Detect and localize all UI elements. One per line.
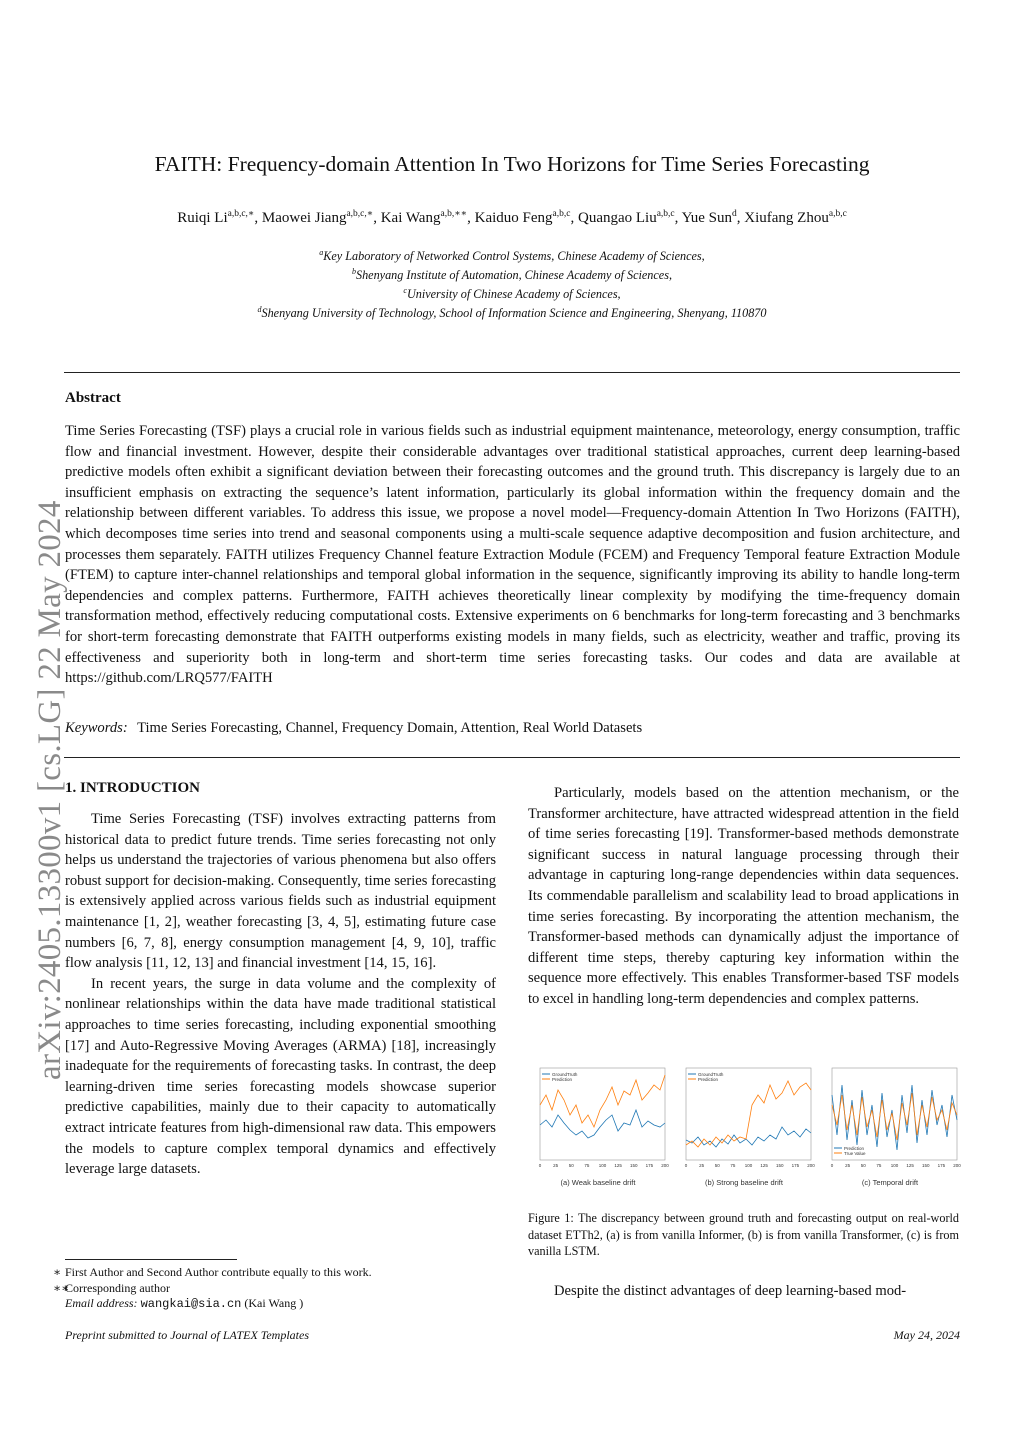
- footnote: ∗∗Corresponding author: [53, 1280, 170, 1295]
- affiliation: $^b$Shenyang Institute of Automation, Chinese Academy of Sciences,: [351, 267, 673, 283]
- panel-caption: (a) Weak baseline drift: [560, 1178, 636, 1187]
- author: Kaiduo Feng$^{a,b,c}$: [474, 209, 571, 226]
- x-tick-label: 50: [714, 1163, 720, 1168]
- svg-text:Prediction: Prediction: [844, 1146, 865, 1151]
- paragraph: Time Series Forecasting (TSF) involves extracting patterns from historical data to predict future trends. Time series forecasting not only helps us understand the trajectories of various phenomena but also offers robust support for decision-making. Consequently, time series forecasting is extensively applied across various fields such as industrial equipment maintenance [1, 2], weather forecasting [3, 4, 5], estimating future case numbers [6, 7, 8], energy consumption management [4, 9, 10], traffic flow analysis [11, 12, 13] and financial investment [14, 15, 16].: [65, 811, 496, 972]
- x-tick-label: 200: [953, 1163, 961, 1168]
- x-ticks: [539, 1163, 670, 1168]
- paragraph: Particularly, models based on the attention mechanism, or the Transformer architecture, have attracted widespread attention in the field of time series forecasting [19]. Transformer-based methods demonstrate significant success in natural language processing through their advantage in capturing long-range dependencies within data sequences. Its commendable parallelism and scalability lead to broad applications in time series forecasting. By incorporating the attention mechanism, the Transformer-based methods can dynamically adjust the importance of different time steps, thereby capturing key information within the sequence more effectively. This enables Transformer-based TSF models to excel in handling long-term dependencies and complex patterns.: [528, 785, 959, 1007]
- author: Quangao Liu$^{a,b,c}$: [577, 209, 675, 226]
- figure-panel-a: [528, 1065, 668, 1200]
- panel-plot: [820, 1065, 960, 1175]
- email-link[interactable]: wangkai@sia.cn: [140, 1297, 242, 1311]
- author: Maowei Jiang$^{a,b,c,∗}$: [261, 209, 374, 226]
- paper-title: FAITH: Frequency-domain Attention In Two Horizons for Time Series Forecasting: [154, 152, 870, 176]
- author-list: Ruiqi $Li^{a,b,c,∗}$, Maowei Jiang$^{a,b,c,∗}$, Kai Wang$^{a,b,∗∗}$, Kaiduo Feng$^{a,b,c}$, Quangao Liu$^{a,b,c}$, Yue Sun$^d$, Xiufang Zhou$^{a,b,c}$: [177, 209, 847, 226]
- keywords-text: Time Series Forecasting, Channel, Frequency Domain, Attention, Real World Datasets: [137, 720, 643, 736]
- footer-journal: Preprint submitted to Journal of LATEX Templates: [65, 1328, 310, 1342]
- right-column: [528, 783, 959, 1010]
- footnote: ∗ First Author and Second Author contribute equally to this work.: [53, 1265, 372, 1279]
- paragraph: In recent years, the surge in data volume and the complexity of nonlinear relationships within the data have made traditional statistical approaches to time series forecasting, including exponential smoothing [17] and Auto-Regressive Moving Averages (ARMA) [18], increasingly inadequate for the requirements of forecasting tasks. In contrast, the deep learning-driven time series forecasting models showcase superior predictive capabilities, mainly due to their capacity to automatically extract intricate features from high-dimensional raw data. This empowers the models to capture complex temporal dynamics and effectively leverage large datasets.: [65, 975, 496, 1178]
- x-ticks: [685, 1163, 816, 1168]
- x-tick-label: 0: [538, 1163, 542, 1168]
- svg-text:Prediction: Prediction: [698, 1077, 719, 1082]
- figure-panel-c: [820, 1065, 960, 1200]
- author: Kai Wang$^{a,b,∗∗}$: [380, 209, 468, 226]
- panel-caption: (c) Temporal drift: [861, 1178, 919, 1187]
- x-tick-label: 200: [661, 1163, 669, 1168]
- author: Ruiqi $Li^{a,b,c,∗}$: [177, 209, 255, 226]
- svg-text:GroundTruth: GroundTruth: [698, 1072, 724, 1077]
- x-tick-label: 125: [906, 1163, 914, 1168]
- x-tick-label: 75: [584, 1163, 590, 1168]
- x-tick-label: 25: [699, 1163, 705, 1168]
- panel-plot: [528, 1065, 668, 1175]
- x-tick-label: 100: [598, 1163, 607, 1168]
- affiliation: $^d$Shenyang University of Technology, School of Information Science and Engineering, Shenyang, 110870: [257, 305, 767, 321]
- x-tick-label: 175: [645, 1163, 654, 1168]
- x-ticks: [831, 1163, 962, 1168]
- section-heading: 1. INTRODUCTION: [65, 780, 201, 796]
- x-tick-label: 25: [553, 1163, 559, 1168]
- keywords-label: Keywords:: [65, 720, 128, 736]
- x-tick-label: 75: [730, 1163, 736, 1168]
- footnote-rule: [65, 1259, 237, 1260]
- x-tick-label: 75: [876, 1163, 882, 1168]
- figure-1: [528, 1065, 960, 1200]
- figure-panel-b: [674, 1065, 814, 1200]
- affiliation: $^c$University of Chinese Academy of Sciences,: [403, 286, 621, 302]
- paragraph: Despite the distinct advantages of deep learning-based mod-: [554, 1283, 907, 1299]
- author: Xiufang Zhou$^{a,b,c}$: [744, 209, 847, 226]
- author: Yue Sun$^d$: [681, 209, 737, 226]
- x-tick-label: 150: [775, 1163, 784, 1168]
- svg-text:Prediction: Prediction: [552, 1077, 573, 1082]
- affiliations: [0, 245, 1024, 321]
- footer-date: May 24, 2024: [893, 1328, 960, 1342]
- affiliation: $^a$Key Laboratory of Networked Control Systems, Chinese Academy of Sciences,: [319, 248, 705, 264]
- panel-caption: (b) Strong baseline drift: [705, 1178, 783, 1187]
- x-tick-label: 150: [921, 1163, 930, 1168]
- panel-plot: [674, 1065, 814, 1175]
- x-tick-label: 200: [807, 1163, 815, 1168]
- svg-text:GroundTruth: GroundTruth: [552, 1072, 578, 1077]
- right-column-continuation: [528, 1281, 959, 1302]
- arxiv-stamp: arXiv:2405.13300v1 [cs.LG] 22 May 2024: [32, 500, 68, 1080]
- x-tick-label: 50: [568, 1163, 574, 1168]
- abstract-heading: Abstract: [65, 390, 121, 406]
- footnotes: [53, 1265, 372, 1313]
- x-tick-label: 150: [629, 1163, 638, 1168]
- x-tick-label: 175: [791, 1163, 800, 1168]
- x-tick-label: 0: [684, 1163, 688, 1168]
- footnote-email: Email address: wangkai@sia.cn (Kai Wang ): [65, 1296, 304, 1311]
- x-tick-label: 175: [937, 1163, 946, 1168]
- x-tick-label: 100: [890, 1163, 899, 1168]
- x-tick-label: 50: [860, 1163, 866, 1168]
- x-tick-label: 125: [614, 1163, 622, 1168]
- figure-caption: Figure 1: The discrepancy between ground truth and forecasting output on real-world dataset ETTh2, (a) is from vanilla Informer, (b) is from vanilla Transformer, (c) is from vanilla LSTM.: [528, 1211, 959, 1258]
- top-rule: [64, 372, 960, 373]
- svg-text:True Value: True Value: [844, 1151, 866, 1156]
- abstract-text: Time Series Forecasting (TSF) plays a crucial role in various fields such as industrial equipment maintenance, meteorology, energy consumption, traffic flow and financial investment. However, despite their considerable advantages over traditional statistical approaches, current deep learning-based predictive models often exhibit a significant deviation between their forecasting outcomes and the ground truth. This discrepancy is largely due to an insufficient emphasis on extracting the sequence’s latent information, particularly its global information within the frequency domain and the relationship between different variables. To address this issue, we propose a novel model—Frequency-domain Attention In Two Horizons (FAITH), which decomposes time series into trend and seasonal components using a multi-scale sequence adaptive decomposition and fusion architecture, and processes them separately. FAITH utilizes Frequency Channel feature Extraction Module (FCEM) and Frequency Temporal feature Extraction Module (FTEM) to capture inter-channel relationships and temporal global information in the sequence, significantly improving its ability to handle long-term dependencies and complex patterns. Furthermore, FAITH achieves theoretically linear complexity by modifying the time-frequency domain transformation method, effectively reducing computational costs. Extensive experiments on 6 benchmarks for long-term forecasting and 3 benchmarks for short-term forecasting demonstrate that FAITH outperforms existing models in many fields, such as electricity, weather and traffic, proving its effectiveness and superiority both in long-term and short-term time series forecasting tasks. Our codes and data are available at https://github.com/LRQ577/FAITH: [65, 423, 960, 687]
- x-tick-label: 0: [830, 1163, 834, 1168]
- x-tick-label: 25: [845, 1163, 851, 1168]
- left-column: [65, 809, 496, 1180]
- x-tick-label: 100: [744, 1163, 753, 1168]
- bottom-rule: [64, 757, 960, 758]
- x-tick-label: 125: [760, 1163, 768, 1168]
- keywords: [65, 720, 642, 737]
